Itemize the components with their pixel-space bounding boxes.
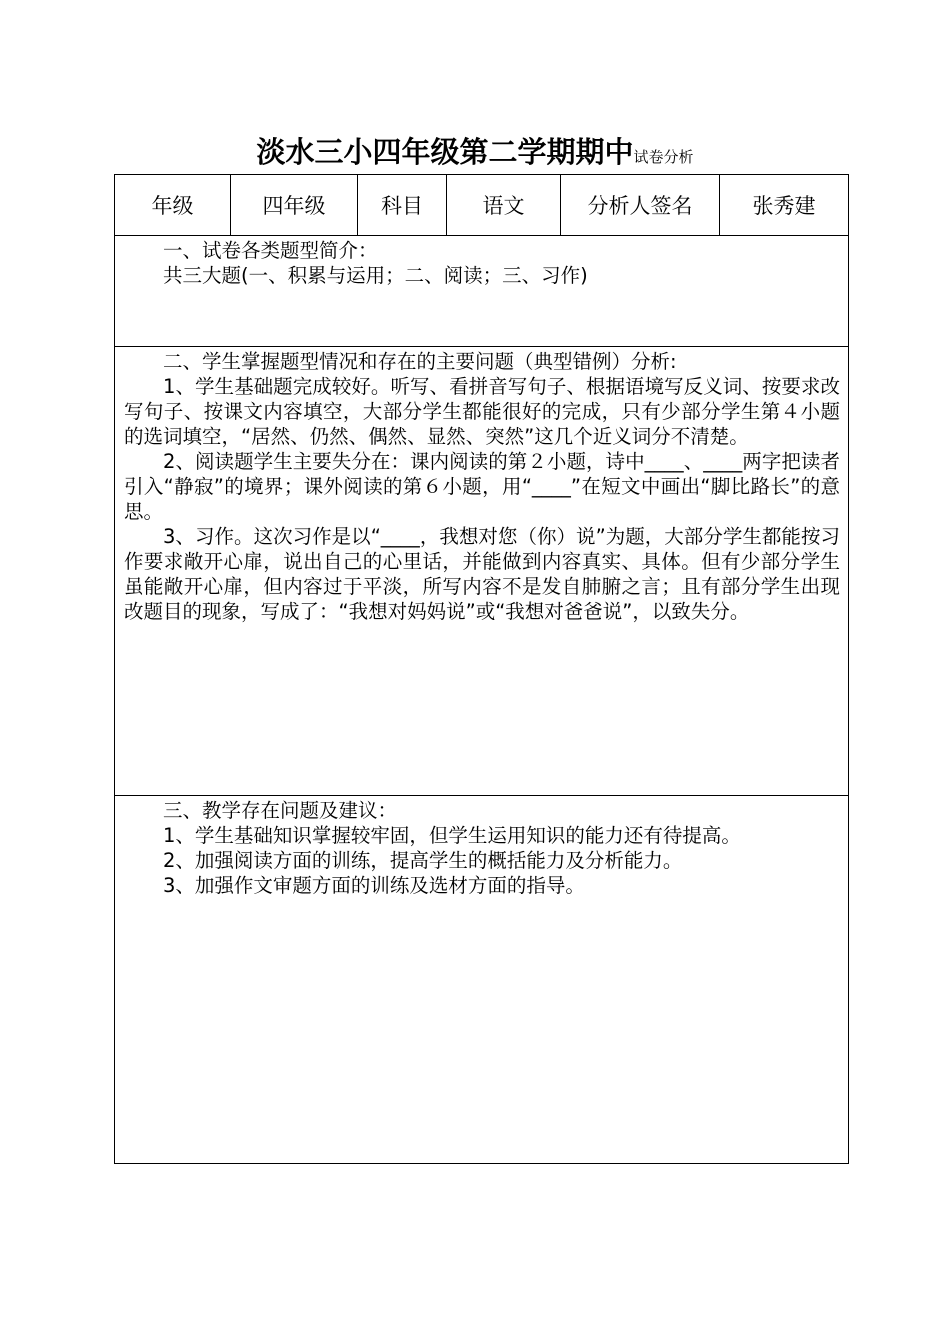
section3-item-2: 2、加强阅读方面的训练，提高学生的概括能力及分析能力。 <box>163 849 683 872</box>
header-row <box>115 175 849 236</box>
grade-value: 四年级 <box>231 175 358 236</box>
document-title <box>0 130 950 171</box>
subject-value: 语文 <box>447 175 561 236</box>
section1-body: 共三大题(一、积累与运用；二、阅读；三、习作) <box>163 264 588 287</box>
subject-label: 科目 <box>358 175 447 236</box>
section2-paragraph-1: 1、学生基础题完成较好。听写、看拼音写句子、根据语境写反义词、按要求改写句子、按课文内容填空，大部分学生都能很好的完成，只有少部分学生第４小题的选词填空，“居然、仍然、偶然、显然、突然”这几个近义词分不清楚。 <box>124 375 840 448</box>
section1-heading: 一、试卷各类题型简介： <box>163 239 378 262</box>
title-sub: 试卷分析 <box>633 148 694 166</box>
section3-heading: 三、教学存在问题及建议： <box>163 799 398 822</box>
grade-label: 年级 <box>115 175 231 236</box>
section2-paragraph-2: 2、阅读题学生主要失分在：课内阅读的第２小题，诗中____、____两字把读者引入“静寂”的境界；课外阅读的第６小题，用“____”在短文中画出“脚比路长”的意思。 <box>124 450 840 523</box>
section2-paragraph-3: 3、习作。这次习作是以“____，我想对您（你）说”为题，大部分学生都能按习作要求敞开心扉，说出自己的心里话，并能做到内容真实、具体。但有少部分学生虽能敞开心扉，但内容过于平淡，所写内容不是发自肺腑之言；且有部分学生出现改题目的现象，写成了：“我想对妈妈说”或“我想对爸爸说”，以致失分。 <box>124 525 840 623</box>
section2-heading: 二、学生掌握题型情况和存在的主要问题（典型错例）分析: <box>163 350 677 373</box>
analyst-value: 张秀建 <box>720 175 849 236</box>
analysis-table <box>114 174 849 1164</box>
title-main: 淡水三小四年级第二学期期中 <box>256 135 634 169</box>
section3-item-1: 1、学生基础知识掌握较牢固，但学生运用知识的能力还有待提高。 <box>163 824 741 847</box>
analyst-label: 分析人签名 <box>561 175 720 236</box>
section-student-analysis <box>115 347 849 796</box>
section-question-types <box>115 236 849 347</box>
section-teaching-suggestions <box>115 796 849 1164</box>
section3-item-3: 3、加强作文审题方面的训练及选材方面的指导。 <box>163 874 585 897</box>
